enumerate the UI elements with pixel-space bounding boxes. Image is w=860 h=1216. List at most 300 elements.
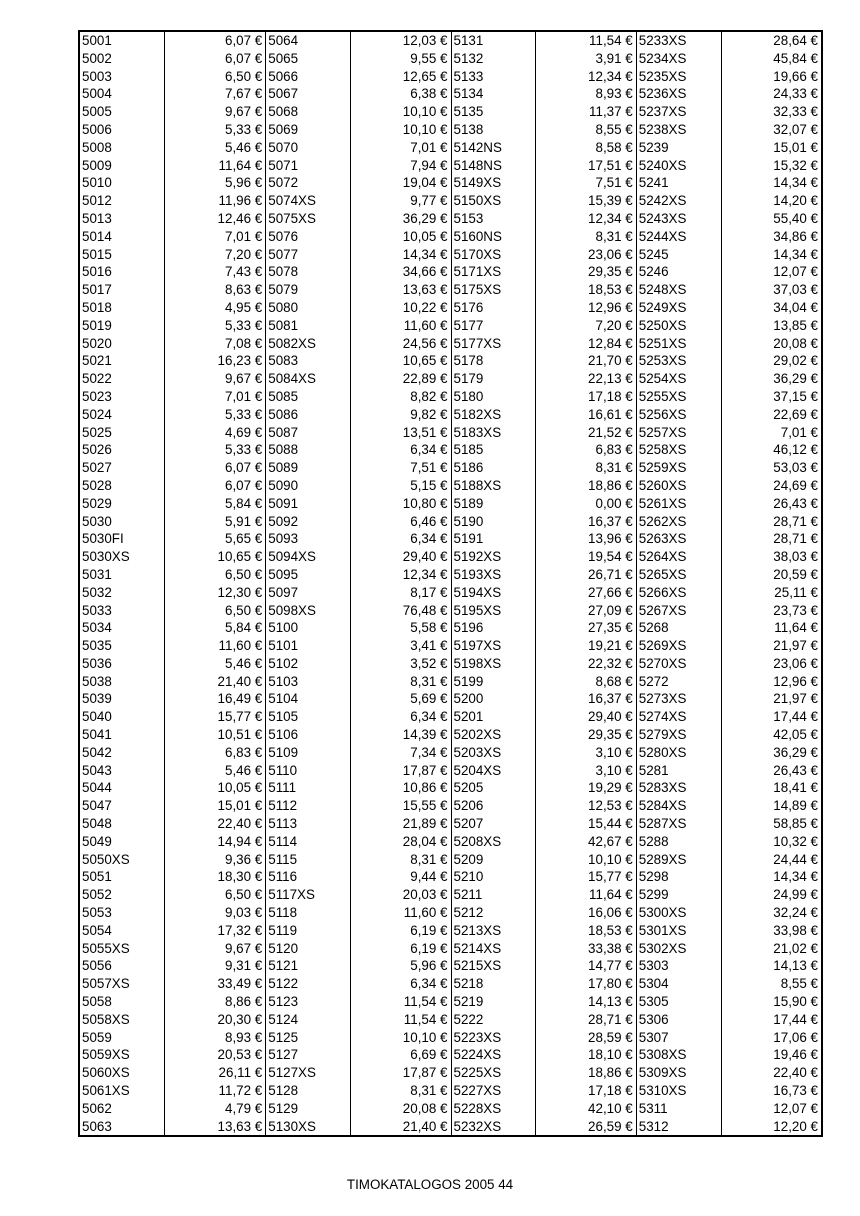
product-code: 5109 [266,744,351,762]
product-price: 11,64 € [589,887,633,903]
table-row [452,708,636,726]
product-code: 5243XS [637,210,722,228]
table-row [80,299,265,317]
table-row [266,441,450,459]
product-code: 5198XS [452,655,537,673]
product-code: 5175XS [452,281,537,299]
product-price: 7,67 € [225,86,263,102]
product-code: 5061XS [80,1082,165,1100]
product-price: 6,34 € [410,531,448,547]
product-price: 17,32 € [217,922,263,938]
product-code: 5067 [266,85,351,103]
table-row [637,602,821,620]
product-price: 27,66 € [588,584,633,600]
table-row [80,1011,265,1029]
product-code: 5270XS [637,655,722,673]
product-price: 6,34 € [410,976,448,992]
table-row [80,406,265,424]
product-price: 36,29 € [773,371,818,387]
product-price: 29,40 € [588,709,633,725]
product-code: 5249XS [637,299,722,317]
product-code: 5001 [80,32,165,50]
table-row [637,619,821,637]
table-row [266,281,450,299]
product-code: 5065 [266,50,351,68]
product-code: 5266XS [637,584,722,602]
table-row [637,868,821,886]
product-code: 5260XS [637,477,722,495]
product-code: 5062 [80,1100,165,1118]
product-code: 5098XS [266,602,351,620]
table-row [80,157,265,175]
table-row [80,192,265,210]
table-row [452,904,636,922]
product-price: 16,23 € [217,353,263,369]
table-row [80,263,265,281]
product-price: 29,40 € [402,549,448,565]
table-row [266,833,450,851]
product-code: 5302XS [637,940,722,958]
table-row [637,1082,821,1100]
product-code: 5003 [80,68,165,86]
product-code: 5208XS [452,833,537,851]
table-row [266,50,450,68]
product-price: 17,87 € [402,1065,448,1081]
table-row [266,246,450,264]
table-row [637,690,821,708]
table-row [266,370,450,388]
table-row [637,424,821,442]
table-row [80,1082,265,1100]
table-row [266,904,450,922]
product-price: 45,84 € [773,50,818,66]
product-code: 5050XS [80,851,165,869]
product-code: 5070 [266,139,351,157]
product-code: 5056 [80,957,165,975]
product-price: 6,69 € [410,1047,448,1063]
product-price: 5,33 € [225,121,263,137]
product-code: 5127XS [266,1064,351,1082]
product-code: 5189 [452,495,537,513]
table-row [637,779,821,797]
table-row [80,530,265,548]
product-price: 24,33 € [773,86,818,102]
product-price: 12,34 € [588,68,633,84]
product-code: 5288 [637,833,722,851]
product-price: 24,99 € [773,887,818,903]
table-row [637,32,821,50]
product-price: 24,56 € [402,335,448,351]
table-row [80,441,265,459]
product-price: 19,29 € [588,780,633,796]
product-price: 8,31 € [410,851,448,867]
product-price: 11,96 € [218,193,263,209]
product-price: 23,06 € [588,246,633,262]
table-row [452,673,636,691]
table-row [80,68,265,86]
product-price: 12,53 € [588,798,633,814]
product-price: 6,50 € [225,68,263,84]
product-price: 6,83 € [595,442,633,458]
product-price: 14,94 € [217,833,263,849]
table-row [266,548,450,566]
product-price: 34,04 € [773,299,818,315]
product-price: 7,43 € [225,264,263,280]
product-code: 5194XS [452,584,537,602]
product-price: 12,46 € [217,210,263,226]
table-row [637,637,821,655]
product-code: 5177XS [452,335,537,353]
table-row [266,762,450,780]
product-price: 26,43 € [773,495,818,511]
table-row [452,655,636,673]
product-code: 5287XS [637,815,722,833]
product-price: 18,41 € [773,780,818,796]
table-row [452,495,636,513]
product-code: 5206 [452,797,537,815]
product-code: 5110 [266,762,351,780]
product-price: 15,32 € [773,157,818,173]
product-code: 5133 [452,68,537,86]
table-row [266,690,450,708]
product-code: 5025 [80,424,165,442]
product-code: 5112 [266,797,351,815]
product-code: 5076 [266,228,351,246]
product-code: 5092 [266,513,351,531]
product-code: 5207 [452,815,537,833]
table-row [452,477,636,495]
product-code: 5273XS [637,690,722,708]
product-code: 5304 [637,975,722,993]
product-code: 5199 [452,673,537,691]
table-row [80,868,265,886]
product-code: 5237XS [637,103,722,121]
product-code: 5101 [266,637,351,655]
table-row [80,637,265,655]
product-price: 9,44 € [410,869,448,885]
product-code: 5059 [80,1029,165,1047]
product-price: 21,40 € [402,1118,448,1134]
product-code: 5269XS [637,637,722,655]
product-code: 5040 [80,708,165,726]
product-code: 5118 [266,904,351,922]
product-price: 10,65 € [402,353,448,369]
product-code: 5086 [266,406,351,424]
product-code: 5127 [266,1046,351,1064]
table-row [452,210,636,228]
product-code: 5268 [637,619,722,637]
product-code: 5068 [266,103,351,121]
product-price: 5,84 € [225,620,263,636]
product-code: 5097 [266,584,351,602]
table-row [637,50,821,68]
product-price: 15,39 € [588,193,633,209]
table-row [452,1064,636,1082]
table-row [637,477,821,495]
product-code: 5019 [80,317,165,335]
product-code: 5135 [452,103,537,121]
product-code: 5078 [266,263,351,281]
product-price: 8,55 € [595,121,633,137]
table-row [80,1064,265,1082]
product-price: 10,10 € [402,121,448,137]
product-price: 23,73 € [773,602,818,618]
product-price: 14,89 € [773,798,818,814]
product-price: 14,39 € [402,727,448,743]
product-code: 5240XS [637,157,722,175]
product-price: 42,05 € [773,727,818,743]
product-code: 5138 [452,121,537,139]
product-price: 18,53 € [588,922,633,938]
product-price: 17,44 € [773,709,818,725]
table-row [452,281,636,299]
product-code: 5091 [266,495,351,513]
product-price: 20,59 € [773,566,818,582]
product-code: 5079 [266,281,351,299]
table-row [80,1046,265,1064]
product-price: 34,86 € [773,228,818,244]
product-code: 5196 [452,619,537,637]
product-price: 11,37 € [589,104,633,120]
product-code: 5104 [266,690,351,708]
table-row [266,174,450,192]
product-code: 5002 [80,50,165,68]
product-code: 5031 [80,566,165,584]
product-price: 8,31 € [595,228,633,244]
product-price: 10,10 € [402,1029,448,1045]
table-row [266,673,450,691]
product-code: 5114 [266,833,351,851]
table-row [452,619,636,637]
product-price: 7,01 € [225,228,263,244]
table-row [452,975,636,993]
product-code: 5014 [80,228,165,246]
product-code: 5058 [80,993,165,1011]
product-code: 5204XS [452,762,537,780]
product-code: 5049 [80,833,165,851]
table-row [266,335,450,353]
product-price: 20,30 € [217,1011,263,1027]
product-price: 55,40 € [773,210,818,226]
product-price: 36,29 € [773,744,818,760]
table-row [637,228,821,246]
product-price: 8,93 € [595,86,633,102]
table-row [80,335,265,353]
product-code: 5029 [80,495,165,513]
product-code: 5222 [452,1011,537,1029]
product-price: 9,67 € [225,104,263,120]
product-price: 22,40 € [773,1065,818,1081]
product-code: 5186 [452,459,537,477]
product-price: 4,69 € [225,424,263,440]
product-code: 5170XS [452,246,537,264]
product-price: 10,22 € [402,299,448,315]
table-row [80,797,265,815]
table-row [637,940,821,958]
table-row [452,388,636,406]
product-code: 5055XS [80,940,165,958]
product-code: 5183XS [452,424,537,442]
table-row [637,210,821,228]
product-code: 5191 [452,530,537,548]
table-row [637,317,821,335]
product-price: 15,01 € [773,139,818,155]
product-code: 5016 [80,263,165,281]
table-row [637,708,821,726]
product-code: 5236XS [637,85,722,103]
product-code: 5102 [266,655,351,673]
product-price: 19,46 € [773,1047,818,1063]
product-price: 0,00 € [595,495,633,511]
table-row [452,762,636,780]
product-code: 5279XS [637,726,722,744]
table-row [452,424,636,442]
table-row [637,281,821,299]
table-row [452,513,636,531]
product-price: 22,40 € [217,816,263,832]
product-code: 5205 [452,779,537,797]
product-code: 5228XS [452,1100,537,1118]
product-price: 5,15 € [410,477,448,493]
table-row [80,566,265,584]
table-row [266,459,450,477]
product-price: 36,29 € [402,210,448,226]
table-row [637,993,821,1011]
product-code: 5048 [80,815,165,833]
product-price: 22,89 € [402,371,448,387]
product-price: 11,60 € [218,638,263,654]
table-row [637,406,821,424]
table-row [266,584,450,602]
product-code: 5053 [80,904,165,922]
table-row [637,388,821,406]
table-row [80,762,265,780]
table-row [637,726,821,744]
table-row [266,263,450,281]
product-price: 16,37 € [588,691,633,707]
product-code: 5066 [266,68,351,86]
product-code: 5218 [452,975,537,993]
table-row [266,637,450,655]
product-price: 7,51 € [410,460,448,476]
product-price: 21,89 € [402,816,448,832]
table-row [266,530,450,548]
table-column [451,32,636,1135]
table-row [452,32,636,50]
product-code: 5202XS [452,726,537,744]
product-code: 5209 [452,851,537,869]
table-row [266,68,450,86]
product-code: 5197XS [452,637,537,655]
product-code: 5082XS [266,335,351,353]
product-price: 12,03 € [402,33,448,48]
table-row [637,299,821,317]
product-price: 3,10 € [595,744,633,760]
table-row [452,1118,636,1136]
product-price: 19,04 € [402,175,448,191]
product-code: 5018 [80,299,165,317]
table-row [452,1082,636,1100]
product-price: 32,33 € [773,104,818,120]
product-price: 21,40 € [217,673,263,689]
product-price: 6,50 € [225,602,263,618]
table-row [266,299,450,317]
product-code: 5005 [80,103,165,121]
table-row [452,174,636,192]
product-code: 5117XS [266,886,351,904]
product-price: 28,59 € [588,1029,633,1045]
table-row [452,299,636,317]
table-row [266,1046,450,1064]
table-row [266,1064,450,1082]
product-price: 12,65 € [402,68,448,84]
product-price: 8,86 € [225,994,263,1010]
product-price: 7,01 € [225,388,263,404]
table-row [80,317,265,335]
product-price: 21,02 € [773,940,818,956]
product-price: 8,31 € [410,1083,448,1099]
table-row [80,957,265,975]
product-price: 18,10 € [588,1047,633,1063]
table-column [265,32,450,1135]
product-price: 26,43 € [773,762,818,778]
product-price: 19,66 € [773,68,818,84]
table-row [80,121,265,139]
table-row [80,744,265,762]
product-price: 15,01 € [217,798,263,814]
product-code: 5084XS [266,370,351,388]
table-row [637,1064,821,1082]
product-price: 14,34 € [402,246,448,262]
product-price: 7,94 € [410,157,448,173]
product-price: 18,86 € [588,1065,633,1081]
product-code: 5284XS [637,797,722,815]
product-code: 5043 [80,762,165,780]
product-code: 5123 [266,993,351,1011]
product-price: 5,69 € [410,691,448,707]
product-code: 5263XS [637,530,722,548]
table-row [266,797,450,815]
product-price: 6,50 € [225,566,263,582]
table-row [637,174,821,192]
product-code: 5044 [80,779,165,797]
product-price: 10,32 € [773,833,818,849]
product-code: 5195XS [452,602,537,620]
product-code: 5298 [637,868,722,886]
table-row [637,833,821,851]
table-row [266,619,450,637]
product-price: 10,05 € [217,780,263,796]
table-row [266,744,450,762]
product-code: 5265XS [637,566,722,584]
product-code: 5039 [80,690,165,708]
product-price: 3,10 € [595,762,633,778]
product-price: 5,46 € [225,762,263,778]
price-table [78,30,823,1137]
product-code: 5072 [266,174,351,192]
product-code: 5225XS [452,1064,537,1082]
product-price: 13,85 € [773,317,818,333]
table-row [452,833,636,851]
product-code: 5238XS [637,121,722,139]
table-row [452,335,636,353]
table-row [80,1118,265,1136]
table-row [452,139,636,157]
table-row [266,121,450,139]
product-price: 17,44 € [773,1011,818,1027]
product-price: 10,86 € [402,780,448,796]
product-price: 18,30 € [217,869,263,885]
